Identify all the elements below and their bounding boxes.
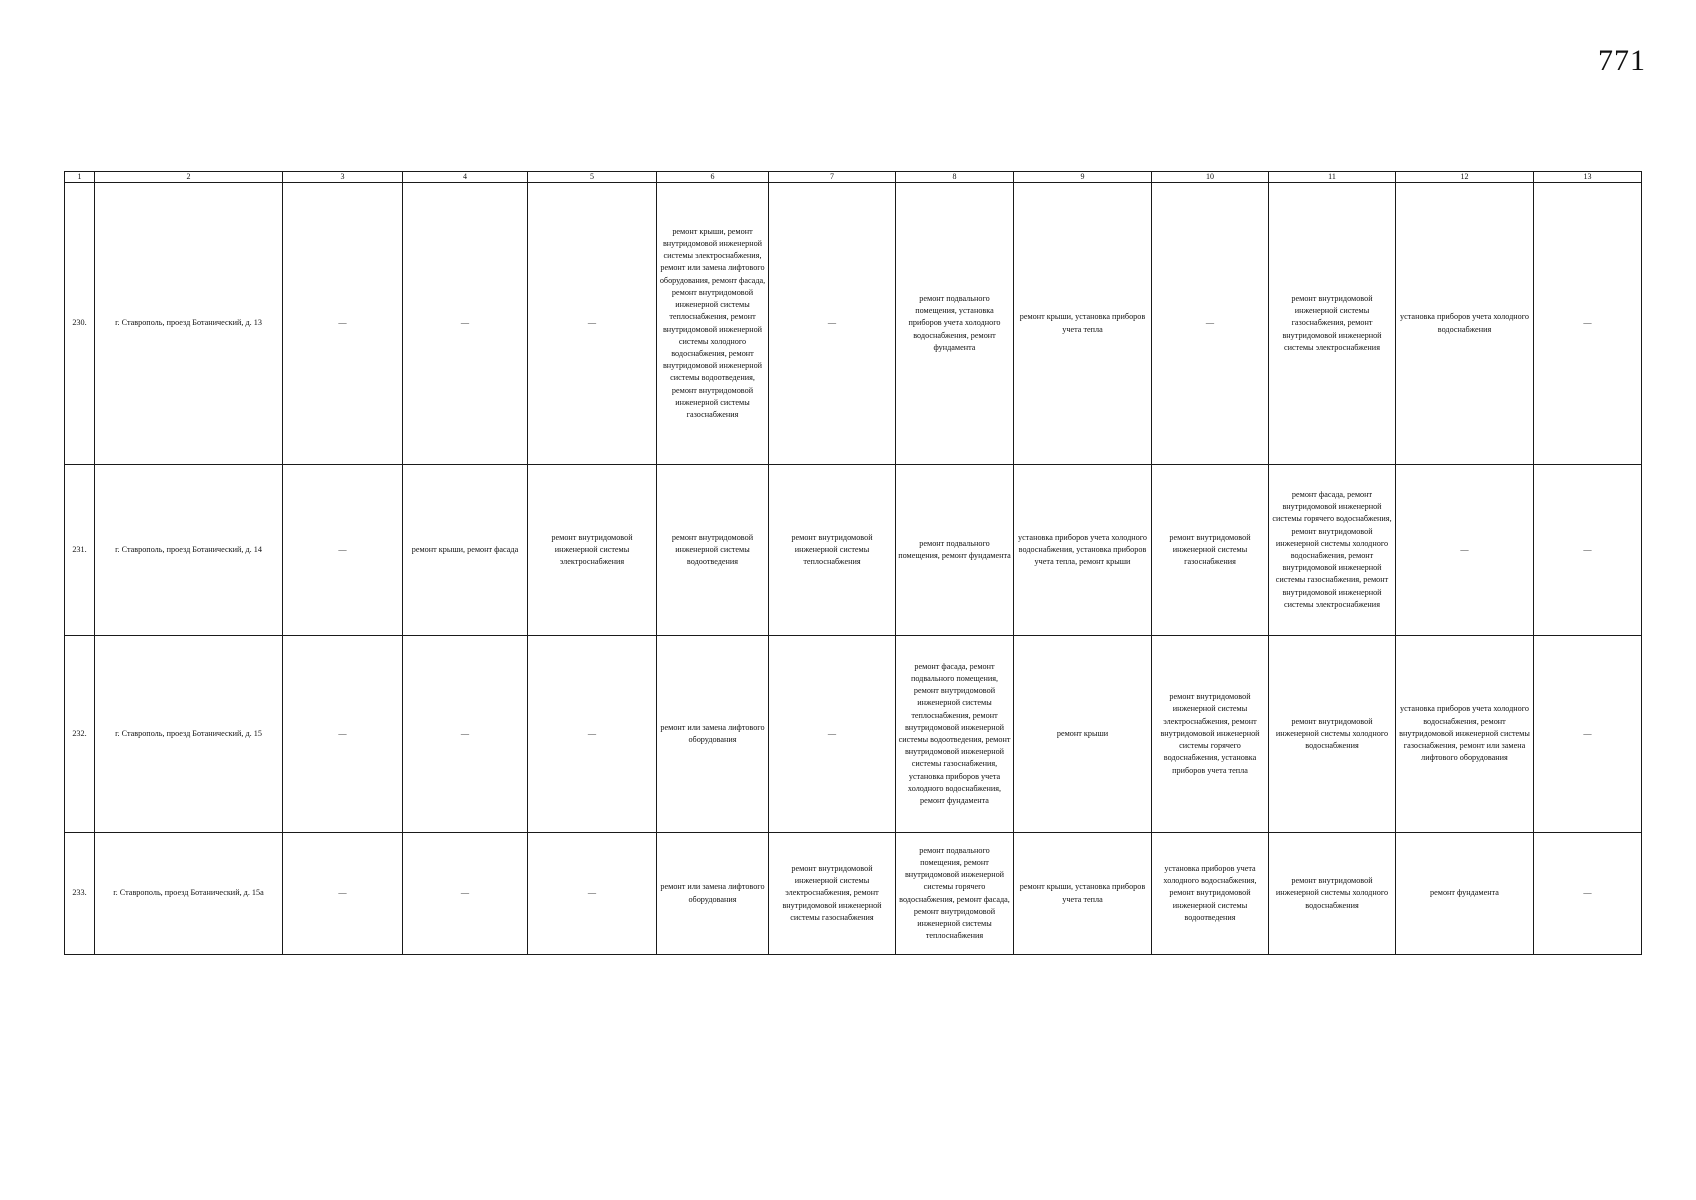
- work-cell-col-3: [283, 833, 403, 955]
- work-cell-col-3: [283, 636, 403, 833]
- column-number-header: 12: [1396, 172, 1534, 183]
- column-number-header: 1: [65, 172, 95, 183]
- work-cell-col-12: установка приборов учета холодного водоснабжения, ремонт внутридомовой инженерной системы газоснабжения, ремонт или замена лифтового оборудования: [1396, 636, 1534, 833]
- dash-mark: —: [338, 888, 347, 898]
- dash-mark: —: [1583, 544, 1592, 554]
- work-cell-col-6: ремонт или замена лифтового оборудования: [657, 636, 769, 833]
- dash-mark: —: [338, 728, 347, 738]
- dash-mark: —: [460, 888, 470, 898]
- work-cell-col-10: установка приборов учета холодного водоснабжения, ремонт внутридомовой инженерной системы водоотведения: [1152, 833, 1269, 955]
- work-cell-col-6: ремонт внутридомовой инженерной системы водоотведения: [657, 465, 769, 636]
- dash-mark: —: [1583, 318, 1592, 328]
- dash-mark: —: [1583, 888, 1592, 898]
- work-cell-col-8: ремонт фасада, ремонт подвального помещения, ремонт внутридомовой инженерной системы теплоснабжения, ремонт внутридомовой инженерной системы водоотведения, ремонт внутридомовой инженерной системы газоснабжения, установка приборов учета холодного водоснабжения, ремонт фундамента: [896, 636, 1014, 833]
- work-cell-col-6: ремонт крыши, ремонт внутридомовой инженерной системы электроснабжения, ремонт или замена лифтового оборудования, ремонт фасада, ремонт внутридомовой инженерной системы теплоснабжения, ремонт внутридомовой инженерной системы холодного водоснабжения, ремонт внутридомовой инженерной системы водоотведения, ремонт внутридомовой инженерной системы газоснабжения: [657, 183, 769, 465]
- work-cell-col-7: [769, 636, 896, 833]
- work-cell-col-6: ремонт или замена лифтового оборудования: [657, 833, 769, 955]
- dash-mark: —: [338, 544, 347, 554]
- work-cell-col-10: [1152, 183, 1269, 465]
- column-number-header: 13: [1534, 172, 1642, 183]
- dash-mark: —: [587, 728, 597, 738]
- work-cell-col-4: [403, 183, 528, 465]
- column-number-header: 3: [283, 172, 403, 183]
- work-cell-col-3: [283, 465, 403, 636]
- work-cell-col-4: [403, 636, 528, 833]
- dash-mark: —: [827, 728, 837, 738]
- dash-mark: —: [338, 318, 347, 328]
- work-cell-col-13: [1534, 465, 1642, 636]
- table-row: [65, 465, 1642, 636]
- work-cell-col-5: [528, 833, 657, 955]
- column-number-header: 8: [896, 172, 1014, 183]
- column-number-row: [65, 172, 1642, 183]
- row-number-cell: 232.: [65, 636, 95, 833]
- dash-mark: —: [1460, 544, 1469, 554]
- dash-mark: —: [827, 318, 837, 328]
- work-cell-col-13: [1534, 833, 1642, 955]
- dash-mark: —: [1205, 318, 1215, 328]
- column-number-header: 6: [657, 172, 769, 183]
- work-cell-col-8: ремонт подвального помещения, ремонт внутридомовой инженерной системы горячего водоснабжения, ремонт фасада, ремонт внутридомовой инженерной системы теплоснабжения: [896, 833, 1014, 955]
- column-number-header: 9: [1014, 172, 1152, 183]
- work-cell-col-4: ремонт крыши, ремонт фасада: [403, 465, 528, 636]
- address-cell: г. Ставрополь, проезд Ботанический, д. 15: [95, 636, 283, 833]
- dash-mark: —: [587, 888, 597, 898]
- column-number-header: 4: [403, 172, 528, 183]
- work-cell-col-11: ремонт фасада, ремонт внутридомовой инженерной системы горячего водоснабжения, ремонт внутридомовой инженерной системы холодного водоснабжения, ремонт внутридомовой инженерной системы газоснабжения, ремонт внутридомовой инженерной системы электроснабжения: [1269, 465, 1396, 636]
- column-number-header: 5: [528, 172, 657, 183]
- work-cell-col-4: [403, 833, 528, 955]
- work-cell-col-9: ремонт крыши: [1014, 636, 1152, 833]
- work-cell-col-9: ремонт крыши, установка приборов учета тепла: [1014, 183, 1152, 465]
- table-row: [65, 833, 1642, 955]
- work-cell-col-8: ремонт подвального помещения, установка приборов учета холодного водоснабжения, ремонт фундамента: [896, 183, 1014, 465]
- work-cell-col-11: ремонт внутридомовой инженерной системы газоснабжения, ремонт внутридомовой инженерной системы электроснабжения: [1269, 183, 1396, 465]
- work-cell-col-9: установка приборов учета холодного водоснабжения, установка приборов учета тепла, ремонт крыши: [1014, 465, 1152, 636]
- work-cell-col-12: установка приборов учета холодного водоснабжения: [1396, 183, 1534, 465]
- column-number-header: 7: [769, 172, 896, 183]
- column-number-header: 2: [95, 172, 283, 183]
- work-cell-col-7: ремонт внутридомовой инженерной системы электроснабжения, ремонт внутридомовой инженерной системы газоснабжения: [769, 833, 896, 955]
- work-cell-col-9: ремонт крыши, установка приборов учета тепла: [1014, 833, 1152, 955]
- work-cell-col-13: [1534, 183, 1642, 465]
- address-cell: г. Ставрополь, проезд Ботанический, д. 14: [95, 465, 283, 636]
- dash-mark: —: [587, 318, 597, 328]
- work-cell-col-3: [283, 183, 403, 465]
- column-number-header: 11: [1269, 172, 1396, 183]
- dash-mark: —: [460, 728, 470, 738]
- work-cell-col-5: [528, 183, 657, 465]
- work-cell-col-7: [769, 183, 896, 465]
- address-cell: г. Ставрополь, проезд Ботанический, д. 15а: [95, 833, 283, 955]
- work-cell-col-13: [1534, 636, 1642, 833]
- address-cell: г. Ставрополь, проезд Ботанический, д. 13: [95, 183, 283, 465]
- dash-mark: —: [1583, 728, 1592, 738]
- work-cell-col-5: ремонт внутридомовой инженерной системы электроснабжения: [528, 465, 657, 636]
- work-cell-col-10: ремонт внутридомовой инженерной системы газоснабжения: [1152, 465, 1269, 636]
- works-table: [64, 171, 1642, 955]
- work-cell-col-5: [528, 636, 657, 833]
- table-row: [65, 636, 1642, 833]
- work-cell-col-12: [1396, 465, 1534, 636]
- column-number-header: 10: [1152, 172, 1269, 183]
- work-cell-col-11: ремонт внутридомовой инженерной системы холодного водоснабжения: [1269, 636, 1396, 833]
- work-cell-col-7: ремонт внутридомовой инженерной системы теплоснабжения: [769, 465, 896, 636]
- row-number-cell: 230.: [65, 183, 95, 465]
- page-number: 771: [1598, 44, 1646, 77]
- work-cell-col-10: ремонт внутридомовой инженерной системы электроснабжения, ремонт внутридомовой инженерной системы горячего водоснабжения, установка приборов учета тепла: [1152, 636, 1269, 833]
- table-row: [65, 183, 1642, 465]
- work-cell-col-12: ремонт фундамента: [1396, 833, 1534, 955]
- work-cell-col-11: ремонт внутридомовой инженерной системы холодного водоснабжения: [1269, 833, 1396, 955]
- row-number-cell: 233.: [65, 833, 95, 955]
- dash-mark: —: [460, 318, 470, 328]
- row-number-cell: 231.: [65, 465, 95, 636]
- work-cell-col-8: ремонт подвального помещения, ремонт фундамента: [896, 465, 1014, 636]
